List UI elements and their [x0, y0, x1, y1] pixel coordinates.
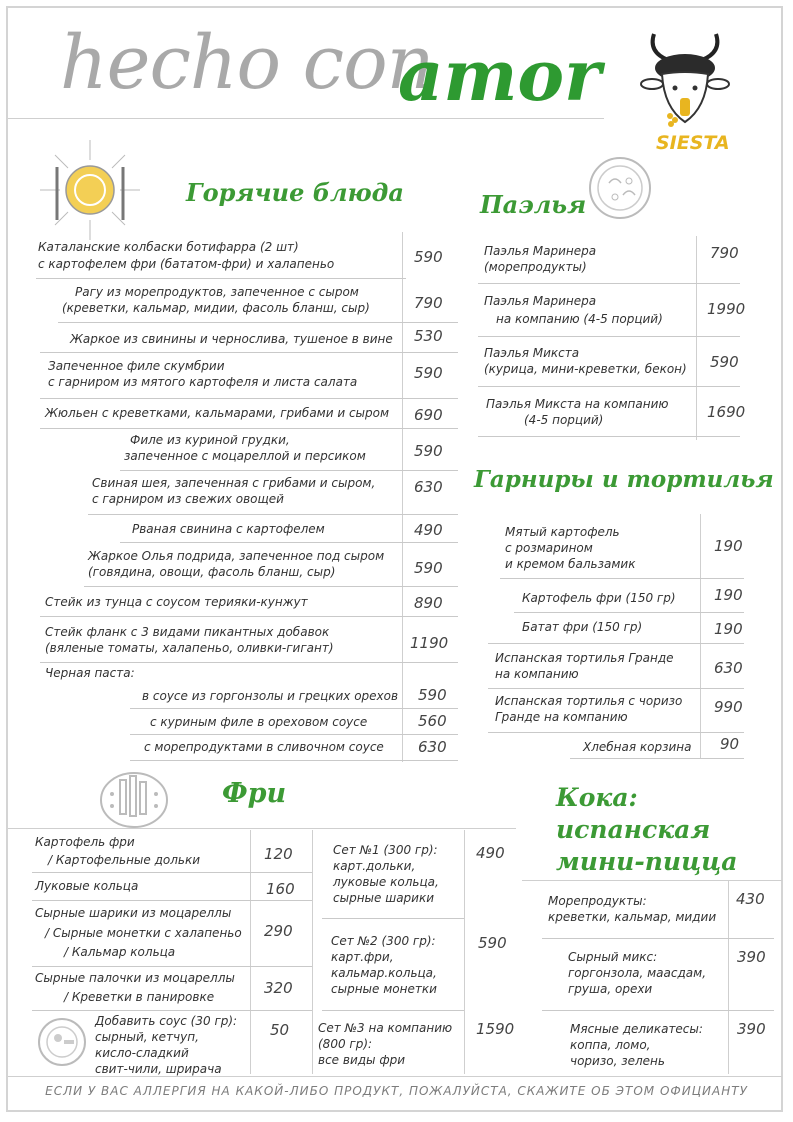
coca-3-price: 390 [737, 1020, 766, 1038]
set-3-line1: Сет №3 на компанию [318, 1021, 453, 1035]
fries-5-line4: свит-чили, шрирача [95, 1062, 222, 1076]
separator [130, 734, 458, 735]
hot-item-9-price: 590 [414, 559, 443, 577]
sets-price-column-line [464, 830, 465, 1074]
side-3-price: 190 [714, 620, 743, 638]
side-4-price: 630 [714, 659, 743, 677]
hot-price-column-line [402, 232, 403, 762]
hot-item-6-line2: запеченное с моцареллой и персиком [124, 449, 366, 463]
separator [130, 708, 458, 709]
hot-item-5-price: 690 [414, 406, 443, 424]
coca-title-line3: мини-пицца [556, 847, 738, 876]
hot-item-7-price: 630 [414, 478, 443, 496]
title-amor: amor [398, 34, 601, 117]
fries-1-line2: / Картофельные дольки [48, 853, 201, 867]
hot-item-11-line2: (вяленые томаты, халапеньо, оливки-гигант) [45, 641, 334, 655]
side-1-line3: и кремом бальзамик [505, 557, 636, 571]
hot-dishes-title: Горячие блюда [186, 178, 404, 207]
paella-3-line1: Паэлья Микста [484, 346, 580, 360]
pizza-icon [452, 1017, 453, 1018]
side-6-line1: Хлебная корзина [583, 740, 692, 754]
brand-name: SIESTA [656, 132, 730, 154]
hot-item-2-line2: (креветки, кальмар, мидии, фасоль бланш, сыр) [62, 301, 370, 315]
fries-price-column-line [250, 830, 251, 1074]
coca-2-price: 390 [737, 948, 766, 966]
side-4-line1: Испанская тортилья Гранде [495, 651, 674, 665]
separator [478, 283, 740, 284]
fries-5-price: 50 [270, 1021, 290, 1039]
separator [488, 643, 744, 644]
paella-3-price: 590 [710, 353, 739, 371]
pasta-1-name: в соусе из горгонзолы и грецких орехов [142, 689, 399, 703]
paella-1-line1: Паэлья Маринера [484, 244, 597, 258]
set-3-price: 1590 [476, 1020, 515, 1038]
side-5-line2: Гранде на компанию [495, 710, 628, 724]
fries-4-line1: Сырные палочки из моцареллы [35, 971, 235, 985]
black-pasta-label: Черная паста: [45, 666, 135, 680]
sides-price-column-line [700, 514, 701, 758]
fries-2-price: 160 [266, 880, 295, 898]
separator [40, 428, 458, 429]
title-hecho-con: hecho con [60, 20, 434, 106]
side-2-line1: Картофель фри (150 гр) [522, 591, 676, 605]
paella-1-price: 790 [710, 244, 739, 262]
side-2-price: 190 [714, 586, 743, 604]
coca-1-line1: Морепродукты: [548, 894, 647, 908]
coca-title-line1: Кока: [556, 783, 638, 812]
fries-sets-column-line [312, 830, 313, 1074]
paella-4-line1: Паэлья Микста на компанию [486, 397, 669, 411]
coca-2-line3: груша, орехи [568, 982, 653, 996]
paella-4-price: 1690 [707, 403, 746, 421]
pasta-2-price: 560 [418, 712, 447, 730]
set-3-line3: все виды фри [318, 1053, 405, 1067]
fries-5-line2: сырный, кетчуп, [95, 1030, 199, 1044]
hot-item-2-price: 790 [414, 294, 443, 312]
plate-with-cutlery-icon [35, 135, 145, 245]
fries-5-line3: кисло-сладкий [95, 1046, 189, 1060]
paella-price-column-line [696, 236, 697, 440]
separator [32, 1010, 312, 1011]
separator [88, 514, 458, 515]
side-6-price: 90 [720, 735, 740, 753]
pasta-1-price: 590 [418, 686, 447, 704]
footer-line [8, 1076, 782, 1077]
side-5-line1: Испанская тортилья с чоризо [495, 694, 683, 708]
separator [570, 758, 744, 759]
fries-4-price: 320 [264, 979, 293, 997]
separator [322, 918, 464, 919]
coca-2-line2: горгонзола, маасдам, [568, 966, 707, 980]
set-1-line1: Сет №1 (300 гр): [333, 843, 438, 857]
fries-1-price: 120 [264, 845, 293, 863]
paella-2-price: 1990 [707, 300, 746, 318]
separator [120, 470, 458, 471]
fries-1-line1: Картофель фри [35, 835, 135, 849]
paella-1-line2: (морепродукты) [484, 260, 587, 274]
pasta-3-name: с морепродуктами в сливочном соусе [144, 740, 384, 754]
hot-item-10-price: 890 [414, 594, 443, 612]
coca-top-line [522, 880, 782, 881]
hot-item-8-line1: Рваная свинина с картофелем [132, 522, 325, 536]
fries-3-line3: / Кальмар кольца [64, 945, 176, 959]
allergy-notice: ЕСЛИ У ВАС АЛЛЕРГИЯ НА КАКОЙ-ЛИБО ПРОДУКТ, ПОЖАЛУЙСТА, СКАЖИТЕ ОБ ЭТОМ ОФИЦИАНТУ [45, 1084, 748, 1098]
side-1-line1: Мятый картофель [505, 525, 620, 539]
side-5-price: 990 [714, 698, 743, 716]
separator [322, 1010, 464, 1011]
separator [36, 278, 406, 279]
hot-item-11-price: 1190 [410, 634, 449, 652]
coca-3-line1: Мясные деликатесы: [570, 1022, 703, 1036]
hot-item-1-price: 590 [414, 248, 443, 266]
separator [58, 322, 458, 323]
separator [40, 352, 458, 353]
separator [514, 612, 744, 613]
separator [40, 398, 458, 399]
hot-item-4-price: 590 [414, 364, 443, 382]
separator [32, 872, 312, 873]
set-2-line3: кальмар.кольца, [331, 966, 437, 980]
hot-item-4-line1: Запеченное филе скумбрии [48, 359, 225, 373]
separator [120, 542, 458, 543]
set-1-line4: сырные шарики [333, 891, 435, 905]
separator [542, 938, 774, 939]
separator [500, 578, 744, 579]
hot-item-9-line2: (говядина, овощи, фасоль бланш, сыр) [88, 565, 336, 579]
set-3-line2: (800 гр): [318, 1037, 373, 1051]
separator [130, 760, 458, 761]
fries-title: Фри [222, 778, 287, 809]
fries-3-line1: Сырные шарики из моцареллы [35, 906, 232, 920]
paella-pan-icon [585, 153, 655, 223]
fries-3-line2: / Сырные монетки с халапеньо [45, 926, 242, 940]
separator [478, 336, 740, 337]
coca-1-price: 430 [736, 890, 765, 908]
paella-3-line2: (курица, мини-креветки, бекон) [484, 362, 687, 376]
set-2-price: 590 [478, 934, 507, 952]
separator [478, 386, 740, 387]
hot-item-1-line1: Каталанские колбаски ботифарра (2 шт) [38, 240, 299, 254]
hot-item-6-price: 590 [414, 442, 443, 460]
paella-4-line2: (4-5 порций) [524, 413, 604, 427]
coca-2-line1: Сырный микс: [568, 950, 658, 964]
side-1-price: 190 [714, 537, 743, 555]
side-1-line2: с розмарином [505, 541, 593, 555]
hot-item-4-line2: с гарниром из мятого картофеля и листа салата [48, 375, 358, 389]
separator [32, 900, 312, 901]
separator [488, 732, 744, 733]
coca-1-line2: креветки, кальмар, мидии [548, 910, 717, 924]
separator [478, 436, 740, 437]
hot-item-7-line1: Свиная шея, запеченная с грибами и сыром, [92, 476, 376, 490]
hot-item-3-price: 530 [414, 327, 443, 345]
hot-item-2-line1: Рагу из морепродуктов, запеченное с сыром [75, 285, 359, 299]
coca-title-line2: испанская [556, 815, 711, 844]
pasta-3-price: 630 [418, 738, 447, 756]
hot-item-9-line1: Жаркое Олья подрида, запеченное под сыром [88, 549, 385, 563]
separator [542, 1010, 774, 1011]
fries-3-price: 290 [264, 922, 293, 940]
paella-2-line2: на компанию (4-5 порций) [496, 312, 663, 326]
fries-2-line1: Луковые кольца [35, 879, 139, 893]
hot-item-11-line1: Стейк фланк с 3 видами пикантных добавок [45, 625, 330, 639]
separator [488, 688, 744, 689]
fries-4-line2: / Креветки в панировке [64, 990, 215, 1004]
header-divider [8, 118, 604, 119]
hot-item-8-price: 490 [414, 521, 443, 539]
hot-item-1-line2: с картофелем фри (бататом-фри) и халапеньо [38, 257, 335, 271]
set-2-line4: сырные монетки [331, 982, 437, 996]
coca-3-line2: коппа, ломо, [570, 1038, 651, 1052]
separator [40, 616, 458, 617]
set-1-line2: карт.дольки, [333, 859, 416, 873]
separator [32, 966, 312, 967]
coca-3-line3: чоризо, зелень [570, 1054, 665, 1068]
paella-title: Паэлья [480, 190, 587, 219]
side-4-line2: на компанию [495, 667, 579, 681]
sauce-bowl-icon [36, 1016, 88, 1068]
side-3-line1: Батат фри (150 гр) [522, 620, 643, 634]
pasta-2-name: с куриным филе в ореховом соусе [150, 715, 368, 729]
hot-item-5-line1: Жюльен с креветками, кальмарами, грибами и сыром [45, 406, 390, 420]
fries-top-line [8, 828, 516, 829]
set-2-line2: карт.фри, [331, 950, 394, 964]
paella-2-line1: Паэлья Маринера [484, 294, 597, 308]
set-1-line3: луковые кольца, [333, 875, 439, 889]
coca-price-column-line [728, 880, 729, 1074]
set-2-line1: Сет №2 (300 гр): [331, 934, 436, 948]
separator [40, 662, 458, 663]
hot-item-3-line1: Жаркое из свинины и чернослива, тушеное в вине [70, 332, 393, 346]
fries-basket-icon [98, 768, 170, 830]
hot-item-6-line1: Филе из куриной грудки, [130, 433, 290, 447]
separator [84, 586, 458, 587]
hot-item-7-line2: с гарниром из свежих овощей [92, 492, 284, 506]
hot-item-10-line1: Стейк из тунца с соусом терияки-кунжут [45, 595, 308, 609]
set-1-price: 490 [476, 844, 505, 862]
fries-5-line1: Добавить соус (30 гр): [95, 1014, 238, 1028]
sides-title: Гарниры и тортилья [474, 466, 774, 493]
